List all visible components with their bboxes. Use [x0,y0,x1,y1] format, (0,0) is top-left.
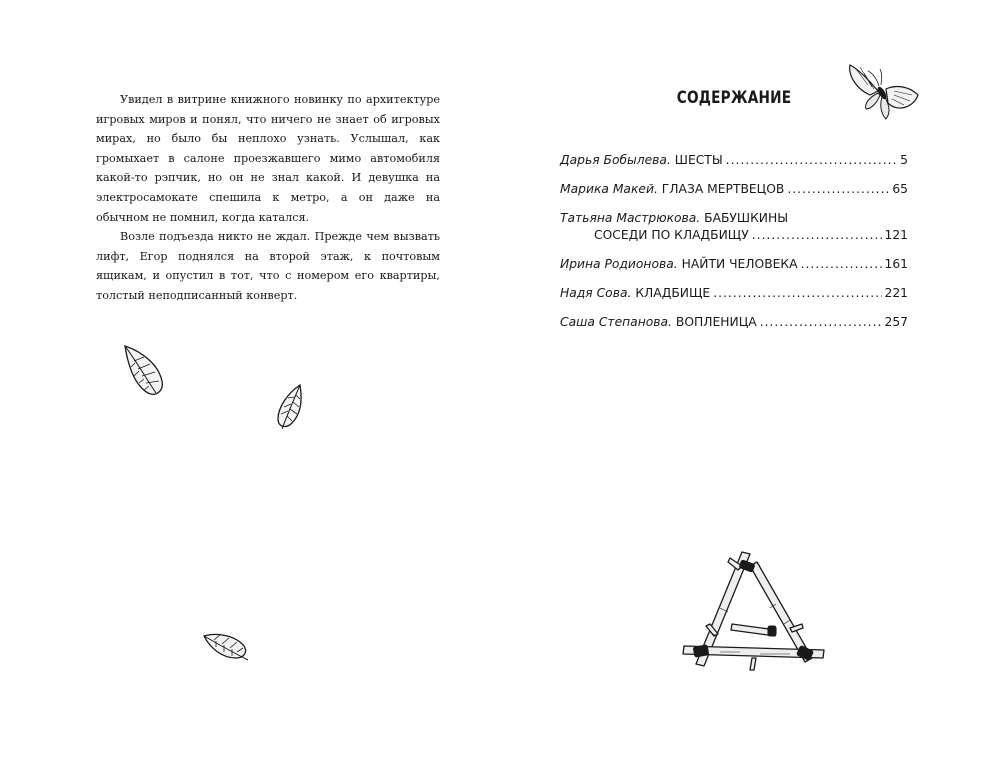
toc-page-number: 65 [892,182,908,196]
toc-entry[interactable] [560,314,908,331]
paragraph: Увидел в витрине книжного новинку по архитектуре игровых миров и понял, что ничего не знает об игровых мирах, но было бы неплохо узнать. Услышал, как громыхает в салоне проезжавшего мимо автомобиля какой-то рэпчик, но он не знал какой. И девушка на электросамокате спешила к метро, а он даже на обычном не помнил, когда катался. [96,93,440,224]
toc-title: КЛАДБИЩЕ [635,286,711,300]
toc-page-number: 221 [884,286,908,300]
body-text [96,90,440,306]
toc-author: Татьяна Мастрюкова. [560,211,701,225]
toc-author: Саша Степанова. [560,315,672,329]
stick-triangle-icon [680,548,828,686]
toc-page-number: 257 [884,315,908,329]
toc-author: Ирина Родионова. [560,257,678,271]
toc-entry[interactable] [560,256,908,273]
toc-page-number: 121 [884,228,908,242]
toc-leader [713,285,881,302]
toc-author: Надя Сова. [560,286,632,300]
toc-page-number: 161 [884,257,908,271]
toc-leader [752,227,882,244]
table-of-contents [560,152,908,343]
toc-entry[interactable] [560,181,908,198]
toc-title: ГЛАЗА МЕРТВЕЦОВ [661,182,785,196]
toc-entry[interactable] [560,210,908,244]
leaf-icon [272,383,306,431]
leaf-icon [122,343,166,399]
toc-entry[interactable] [560,152,908,169]
toc-title: НАЙТИ ЧЕЛОВЕКА [681,257,798,271]
toc-title: БАБУШКИНЫ [704,211,789,225]
toc-page-number: 5 [900,153,908,167]
toc-author: Марика Макей. [560,182,658,196]
toc-heading: СОДЕРЖАНИЕ [676,88,792,107]
paragraph: Возле подъезда никто не ждал. Прежде чем вызвать лифт, Егор поднялся на второй этаж, к почтовым ящикам, и опустил в тот, что с номером его квартиры, толстый неподписанный конверт. [96,230,440,302]
toc-title-continued: СОСЕДИ ПО КЛАДБИЩУ [594,228,749,242]
toc-leader [787,181,889,198]
leaf-icon [202,630,250,664]
toc-title: ВОПЛЕНИЦА [675,315,757,329]
toc-author: Дарья Бобылева. [560,153,671,167]
toc-title: ШЕСТЫ [674,153,723,167]
toc-leader [726,152,898,169]
toc-leader [801,256,882,273]
toc-leader [760,314,882,331]
toc-entry[interactable] [560,285,908,302]
